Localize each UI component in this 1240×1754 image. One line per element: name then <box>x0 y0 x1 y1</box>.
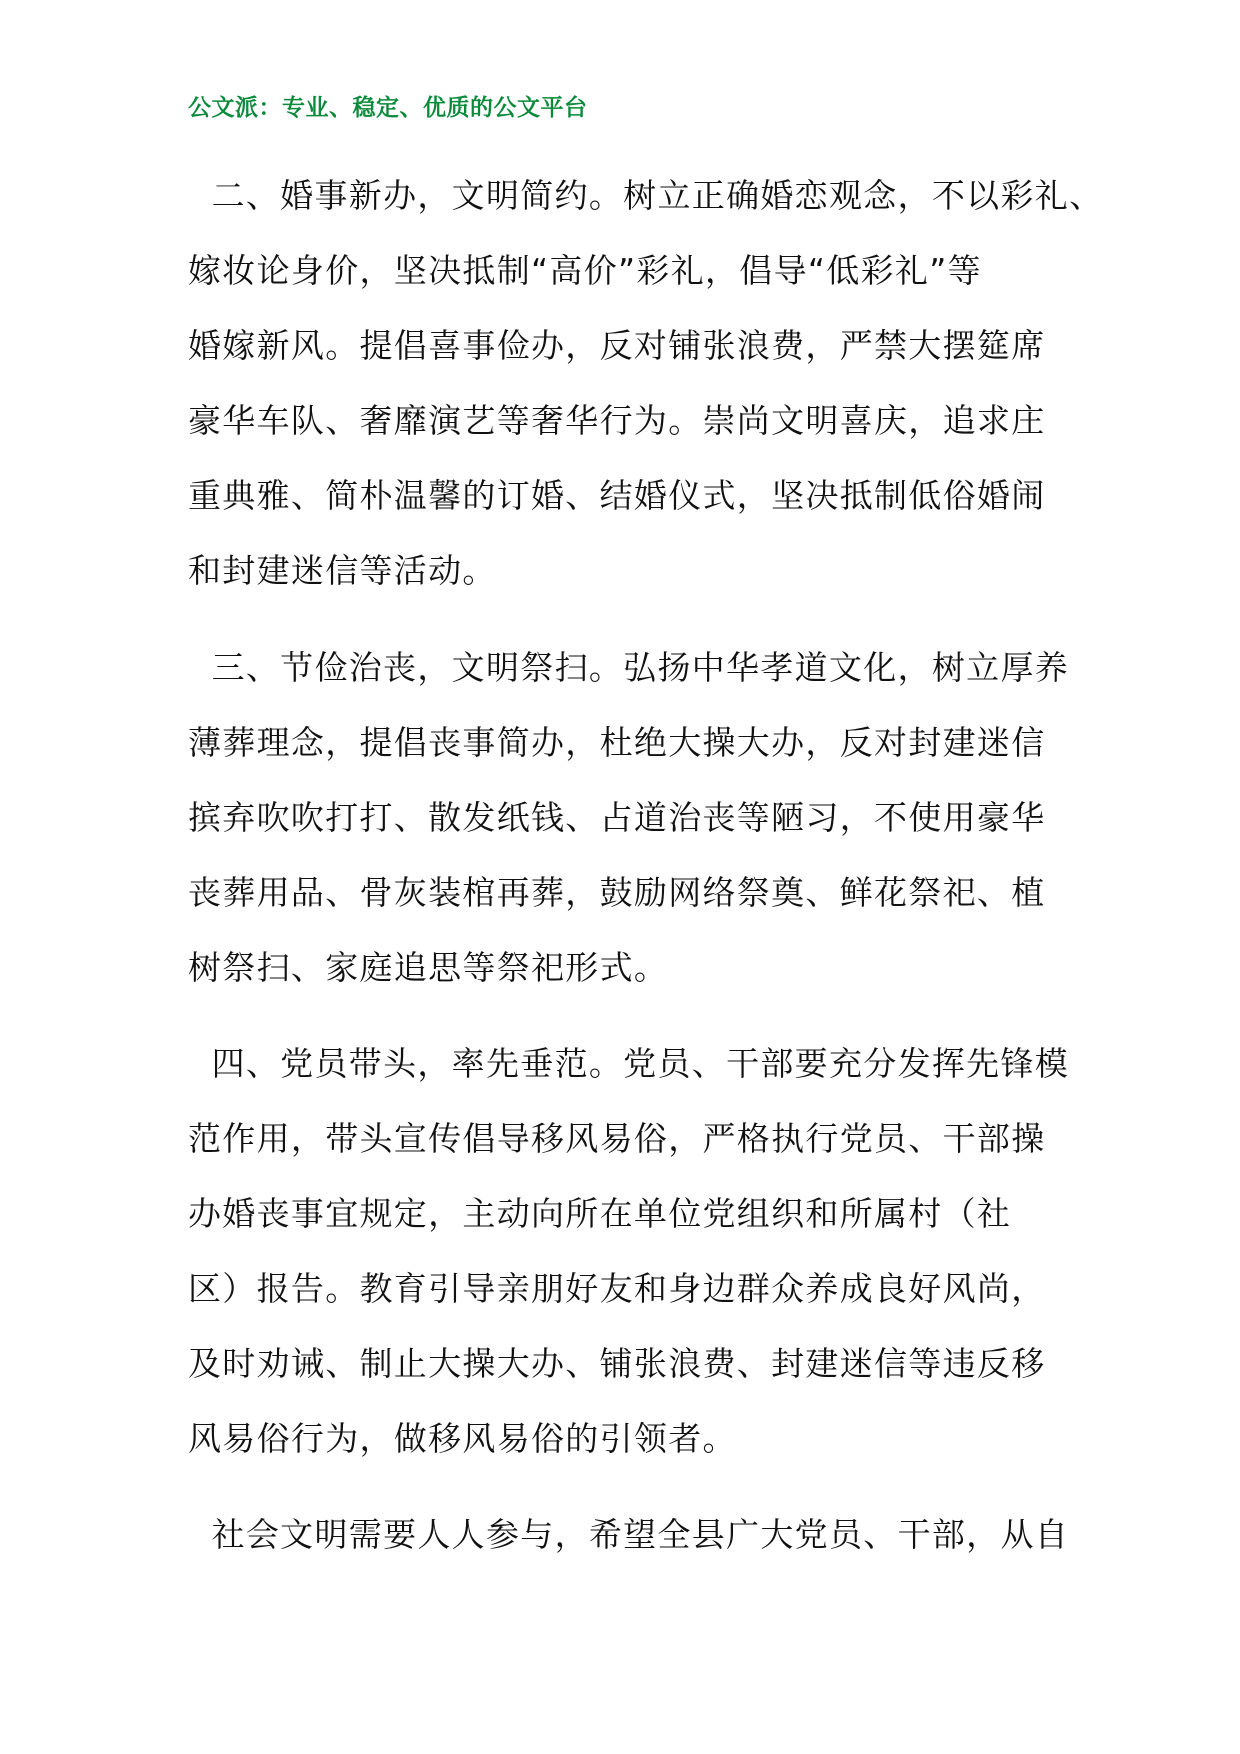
paragraph-line: 摈弃吹吹打打、散发纸钱、占道治丧等陋习，不使用豪华 <box>188 798 1046 837</box>
paragraph-closing <box>188 1497 1068 1572</box>
paragraph-line: 范作用，带头宣传倡导移风易俗，严格执行党员、干部操 <box>188 1119 1046 1158</box>
paragraph-line: 和封建迷信等活动。 <box>188 551 497 590</box>
paragraph-line: 薄葬理念，提倡丧事简办，杜绝大操大办，反对封建迷信 <box>188 723 1046 762</box>
paragraph-line: 及时劝诫、制止大操大办、铺张浪费、封建迷信等违反移 <box>188 1344 1046 1383</box>
paragraph-line: 区）报告。教育引导亲朋好友和身边群众养成良好风尚， <box>188 1269 1046 1308</box>
paragraph-line: 豪华车队、奢靡演艺等奢华行为。崇尚文明喜庆，追求庄 <box>188 401 1046 440</box>
paragraph-line: 树祭扫、家庭追思等祭祀形式。 <box>188 948 669 987</box>
paragraph-line: 三、节俭治丧，文明祭扫。弘扬中华孝道文化，树立厚养 <box>188 648 1070 687</box>
paragraph-line: 二、婚事新办，文明简约。树立正确婚恋观念，不以彩礼、 <box>188 176 1104 215</box>
paragraph-marriage <box>188 158 1104 608</box>
paragraph-line: 重典雅、简朴温馨的订婚、结婚仪式，坚决抵制低俗婚闹 <box>188 476 1046 515</box>
page-header: 公文派：专业、稳定、优质的公文平台 <box>188 95 588 121</box>
paragraph-line: 嫁妆论身价，坚决抵制“高价”彩礼，倡导“低彩礼”等 <box>188 251 982 290</box>
paragraph-line: 四、党员带头，率先垂范。党员、干部要充分发挥先锋模 <box>188 1044 1070 1083</box>
paragraph-line: 丧葬用品、骨灰装棺再葬，鼓励网络祭奠、鲜花祭祀、植 <box>188 873 1046 912</box>
paragraph-line: 风易俗行为，做移风易俗的引领者。 <box>188 1419 737 1458</box>
paragraph-funeral <box>188 630 1068 1005</box>
paragraph-party-members <box>188 1026 1068 1476</box>
paragraph-line: 社会文明需要人人参与，希望全县广大党员、干部，从自 <box>188 1515 1070 1554</box>
paragraph-line: 婚嫁新风。提倡喜事俭办，反对铺张浪费，严禁大摆筵席 <box>188 326 1046 365</box>
paragraph-line: 办婚丧事宜规定，主动向所在单位党组织和所属村（社 <box>188 1194 1012 1233</box>
